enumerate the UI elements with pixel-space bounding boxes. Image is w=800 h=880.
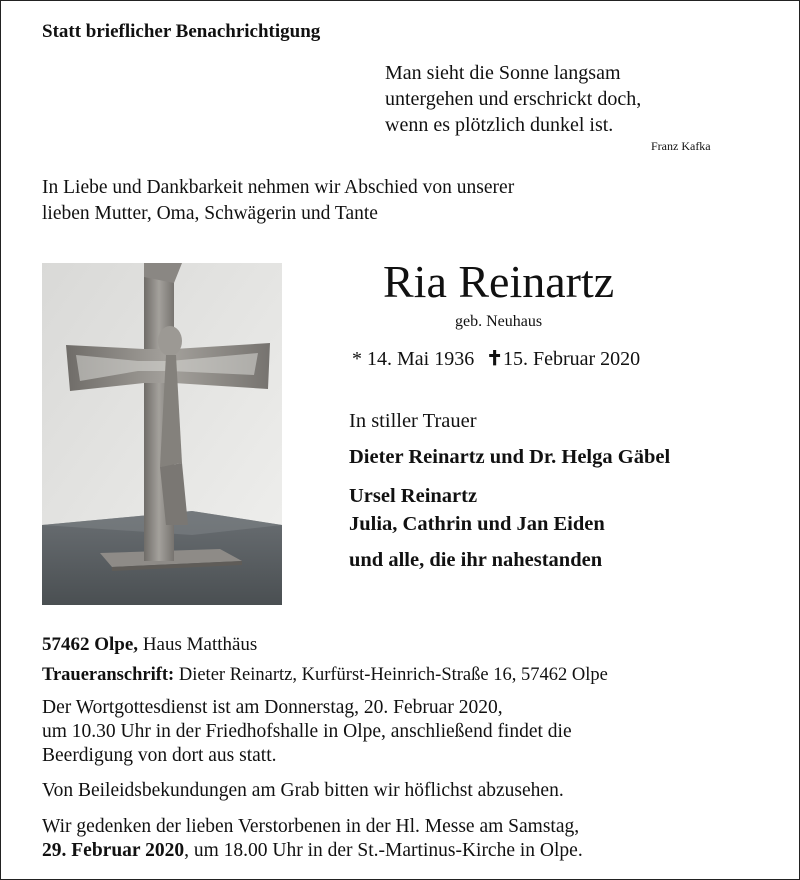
mourning-address <box>42 665 608 686</box>
mourner-line: Ursel Reinartz <box>349 485 478 507</box>
mass-date: 29. Februar 2020 <box>42 840 185 861</box>
death-date: 15. Februar 2020 <box>502 348 641 370</box>
mass-line: Wir gedenken der lieben Verstorbenen in der Hl. Messe am Samstag, <box>42 816 580 837</box>
mourner-line: und alle, die ihr nahestanden <box>349 549 603 571</box>
mass-details: , um 18.00 Uhr in der St.-Martinus-Kirche in Olpe. <box>184 840 583 861</box>
deceased-name: Ria Reinartz <box>383 256 615 307</box>
service-line: um 10.30 Uhr in der Friedhofshalle in Olpe, anschließend findet die <box>42 721 572 742</box>
kafka-quote <box>385 60 641 138</box>
service-info <box>42 696 572 768</box>
cross-icon: ✝ <box>486 348 503 370</box>
notice-header: Statt brieflicher Benachrichtigung <box>42 21 321 42</box>
mourners-intro: In stiller Trauer <box>349 410 477 432</box>
quote-line: untergehen und erschrickt doch, <box>385 88 642 110</box>
quote-line: wenn es plötzlich dunkel ist. <box>385 114 614 136</box>
mourner-line: Julia, Cathrin und Jan Eiden <box>349 513 605 535</box>
service-line: Der Wortgottesdienst ist am Donnerstag, 20. Februar 2020, <box>42 697 503 718</box>
place-detail: Haus Matthäus <box>138 634 258 655</box>
address-value: Dieter Reinartz, Kurfürst-Heinrich-Straße 16, 57462 Olpe <box>174 665 608 685</box>
birth-date: * 14. Mai 1936 <box>352 348 475 370</box>
place-line <box>42 634 257 656</box>
cross-sculpture-image <box>42 263 282 605</box>
mourner-line: Dieter Reinartz und Dr. Helga Gäbel <box>349 446 671 468</box>
intro-text <box>42 175 514 227</box>
intro-line: In Liebe und Dankbarkeit nehmen wir Abschied von unserer <box>42 177 515 198</box>
place-city: 57462 Olpe, <box>42 634 139 655</box>
memorial-mass <box>42 815 583 863</box>
quote-line: Man sieht die Sonne langsam <box>385 62 621 84</box>
service-line: Beerdigung von dort aus statt. <box>42 745 277 766</box>
mass-line <box>42 839 583 863</box>
address-label: Traueranschrift: <box>42 665 175 685</box>
intro-line: lieben Mutter, Oma, Schwägerin und Tante <box>42 203 378 224</box>
cross-sculpture-photo <box>42 263 282 605</box>
life-dates <box>352 346 640 371</box>
maiden-name: geb. Neuhaus <box>455 313 543 330</box>
quote-author: Franz Kafka <box>651 139 711 153</box>
condolence-note: Von Beileidsbekundungen am Grab bitten wir höflichst abzusehen. <box>42 780 564 801</box>
